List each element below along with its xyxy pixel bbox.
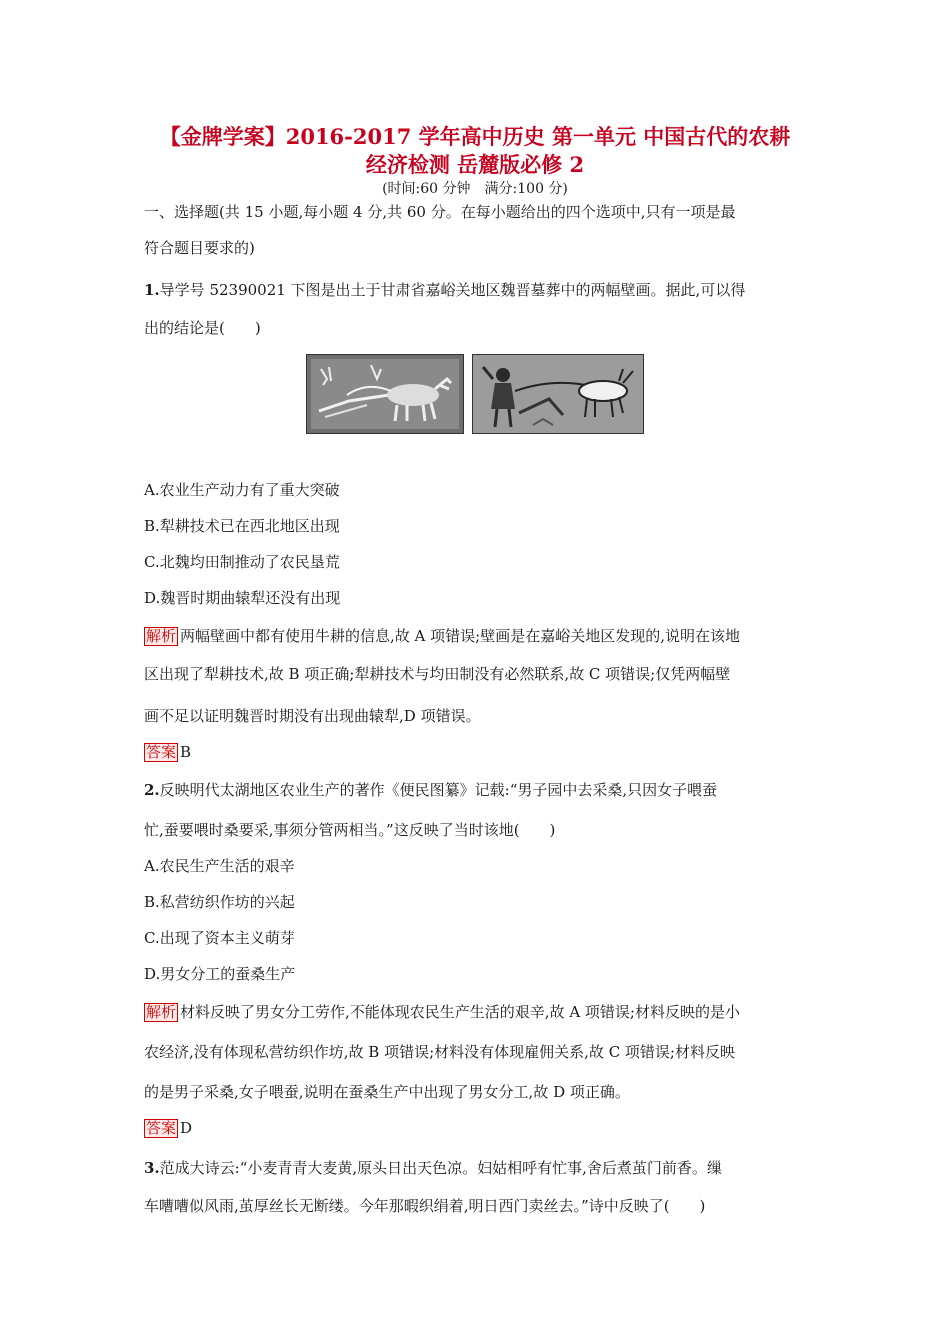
q2-option-b: B.私营纺织作坊的兴起 xyxy=(144,893,295,911)
q2-number: 2. xyxy=(144,781,160,799)
answer-tag: 答案 xyxy=(146,1119,177,1137)
q2-answer-line xyxy=(144,1118,192,1138)
q2-analysis-line3: 的是男子采桑,女子喂蚕,说明在蚕桑生产中出现了男女分工,故 D 项正确。 xyxy=(144,1083,630,1101)
section-heading-line2: 符合题目要求的) xyxy=(144,239,255,257)
q3-stem-line1 xyxy=(144,1158,722,1178)
q1-analysis-text1: 两幅壁画中都有使用牛耕的信息,故 A 项错误;壁画是在嘉峪关地区发现的,说明在该地 xyxy=(180,627,740,645)
section-heading-line1: 一、选择题(共 15 小题,每小题 4 分,共 60 分。在每小题给出的四个选项中,只有一项是最 xyxy=(144,203,736,221)
q1-stem-line2: 出的结论是( ) xyxy=(144,319,261,337)
q3-number: 3. xyxy=(144,1159,160,1177)
q2-option-d: D.男女分工的蚕桑生产 xyxy=(144,965,296,983)
q1-option-b: B.犁耕技术已在西北地区出现 xyxy=(144,517,340,535)
q1-stem-text1: 导学号 52390021 下图是出土于甘肃省嘉峪关地区魏晋墓葬中的两幅壁画。据此,可以得 xyxy=(159,281,746,299)
analysis-tag: 解析 xyxy=(146,1003,177,1021)
mural-farmer-ox-right-image xyxy=(472,354,644,434)
q1-mural-figure xyxy=(306,354,644,434)
q3-stem-line2: 车嘈嘈似风雨,茧厚丝长无断缕。今年那暇织绢着,明日西门卖丝去。”诗中反映了( ) xyxy=(144,1197,706,1215)
q1-option-d: D.魏晋时期曲辕犁还没有出现 xyxy=(144,589,341,607)
q2-option-c: C.出现了资本主义萌芽 xyxy=(144,929,295,947)
q1-analysis-line3: 画不足以证明魏晋时期没有出现曲辕犁,D 项错误。 xyxy=(144,707,481,725)
q2-analysis-text1: 材料反映了男女分工劳作,不能体现农民生产生活的艰辛,故 A 项错误;材料反映的是小 xyxy=(180,1003,740,1021)
q2-analysis-line2: 农经济,没有体现私营纺织作坊,故 B 项错误;材料没有体现雇佣关系,故 C 项错误;材料反映 xyxy=(144,1043,735,1061)
q1-analysis-line2: 区出现了犁耕技术,故 B 项正确;犁耕技术与均田制没有必然联系,故 C 项错误;仅凭两幅壁 xyxy=(144,665,731,683)
q1-stem-line1 xyxy=(144,280,745,300)
mural-ox-plough-left-image xyxy=(306,354,464,434)
q1-number: 1. xyxy=(144,281,160,299)
q2-option-a: A.农民生产生活的艰辛 xyxy=(144,857,295,875)
document-subtitle: (时间:60 分钟 满分:100 分) xyxy=(382,181,568,197)
q2-stem-line1 xyxy=(144,780,717,800)
q2-stem-line2: 忙,蚕要喂时桑要采,事须分管两相当。”这反映了当时该地( ) xyxy=(144,821,556,839)
q1-analysis-line1 xyxy=(144,626,740,646)
q1-option-a: A.农业生产动力有了重大突破 xyxy=(144,481,340,499)
q1-answer-line xyxy=(144,742,191,762)
q3-stem-text1: 范成大诗云:“小麦青青大麦黄,原头日出天色凉。妇姑相呼有忙事,舍后煮茧门前香。缫 xyxy=(159,1159,722,1177)
analysis-tag: 解析 xyxy=(146,627,177,645)
q1-answer-value: B xyxy=(180,743,192,761)
q2-stem-text1: 反映明代太湖地区农业生产的著作《便民图纂》记载:“男子园中去采桑,只因女子喂蚕 xyxy=(159,781,718,799)
answer-tag: 答案 xyxy=(146,743,177,761)
q2-analysis-line1 xyxy=(144,1002,740,1022)
q1-option-c: C.北魏均田制推动了农民垦荒 xyxy=(144,553,340,571)
document-title-line1: 【金牌学案】2016-2017 学年高中历史 第一单元 中国古代的农耕 xyxy=(159,124,791,149)
q2-answer-value: D xyxy=(180,1119,193,1137)
document-title-line2: 经济检测 岳麓版必修 2 xyxy=(365,152,585,177)
